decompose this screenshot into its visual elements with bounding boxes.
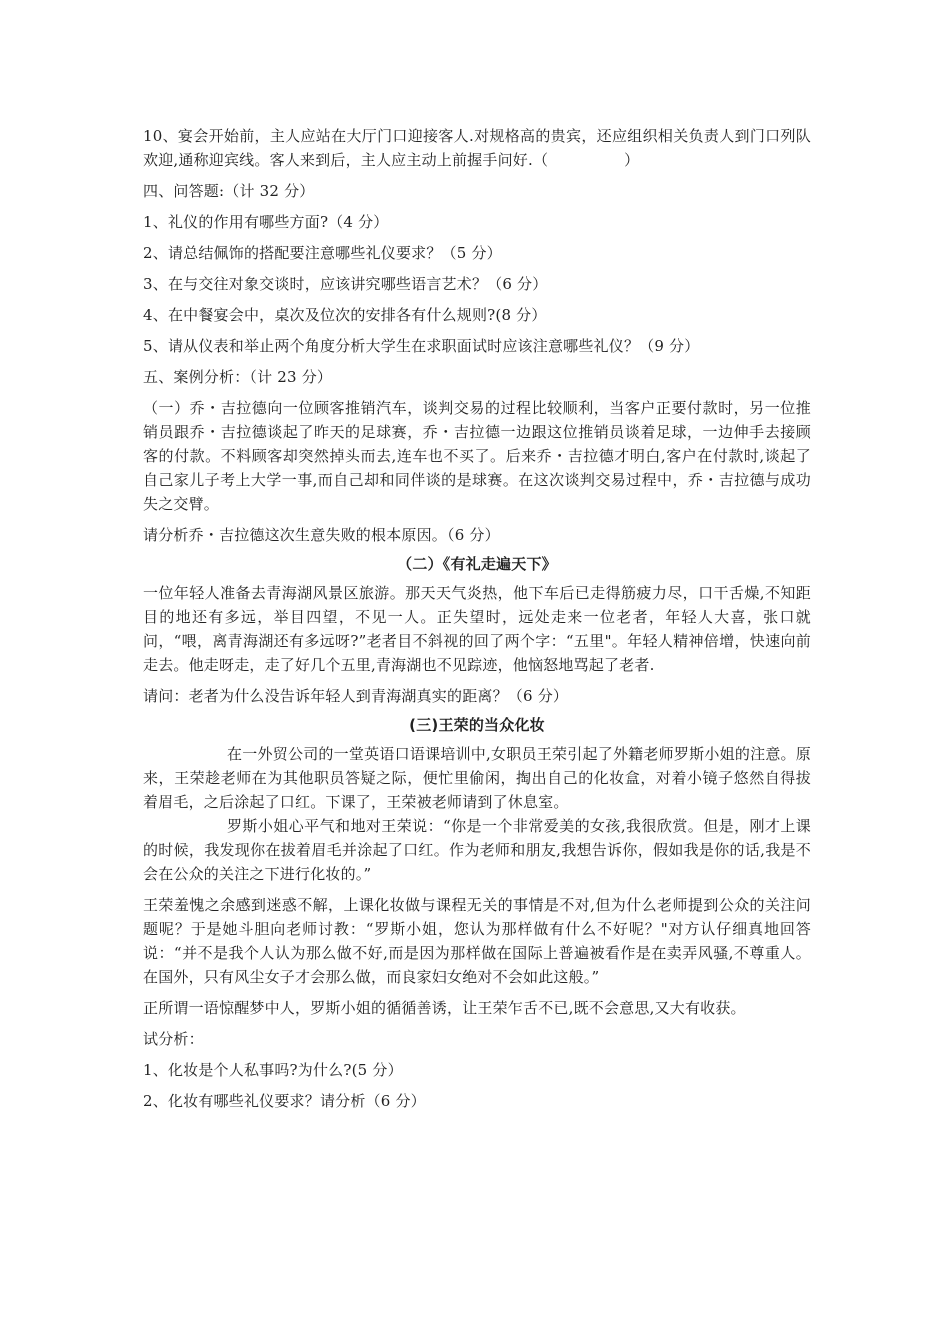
section-4-item-5: 5、请从仪表和举止两个角度分析大学生在求职面试时应该注意哪些礼仪？（9 分） [143,337,700,355]
case-3-paragraph-4: 正所谓一语惊醒梦中人，罗斯小姐的循循善诱，让王荣乍舌不已,既不会意思,又大有收获。 [143,999,746,1017]
case-3-paragraph-1: 在一外贸公司的一堂英语口语课培训中,女职员王荣引起了外籍老师罗斯小姐的注意。原来，王荣趁老师在为其他职员答疑之际，便忙里偷闲，掏出自己的化妆盒，对着小镜子悠然自得拔着眉毛，之后涂起了口红。下课了，王荣被老师请到了休息室。 [143,745,811,811]
section-4-item-1: 1、礼仪的作用有哪些方面?（4 分） [143,213,389,231]
section-5-heading: 五、案例分析：（计 23 分） [143,368,333,386]
section-4-heading: 四、问答题:（计 32 分） [143,182,315,200]
case-3-title: (三)王荣的当众化妆 [409,716,545,734]
case-3-paragraph-3: 王荣羞愧之余感到迷惑不解，上课化妆做与课程无关的事情是不对,但为什么老师提到公众的关注问题呢？于是她斗胆向老师讨教：“罗斯小姐，您认为那样做有什么不好呢？"对方认仔细真地回答说：“并不是我个人认为那么做不好,而是因为那样做在国际上普遍被看作是在卖弄风骚,不尊重人。在国外，只有风尘女子才会那么做，而良家妇女绝对不会如此这般。” [143,896,811,986]
case-1-body: （一）乔・吉拉德向一位顾客推销汽车，谈判交易的过程比较顺利，当客户正要付款时，另一位推销员跟乔・吉拉德谈起了昨天的足球赛，乔・吉拉德一边跟这位推销员谈着足球，一边伸手去接顾客的付款。不料顾客却突然掉头而去,连车也不买了。后来乔・吉拉德才明白,客户在付款时,谈起了自己家儿子考上大学一事,而自己却和同伴谈的是球赛。在这次谈判交易过程中，乔・吉拉德与成功失之交臂。 [143,399,811,513]
case-2-question: 请问：老者为什么没告诉年轻人到青海湖真实的距离？（6 分） [143,687,569,705]
case-3-question-1: 1、化妆是个人私事吗?为什么?(5 分） [143,1061,403,1079]
case-3-question-2: 2、化妆有哪些礼仪要求？请分析（6 分） [143,1092,426,1110]
case-2-body: 一位年轻人准备去青海湖风景区旅游。那天天气炎热，他下车后已走得筋疲力尽，口干舌燥,不知距目的地还有多远，举目四望，不见一人。正失望时，远处走来一位老者，年轻人大喜，张口就问，“喂，离青海湖还有多远呀?”老者目不斜视的回了两个字：“五里"。年轻人精神倍增，快速向前走去。他走呀走，走了好几个五里,青海湖也不见踪迹，他恼怒地骂起了老者. [143,584,811,674]
section-4-item-2: 2、请总结佩饰的搭配要注意哪些礼仪要求？（5 分） [143,244,502,262]
question-10: 10、宴会开始前，主人应站在大厅门口迎接客人.对规格高的贵宾，还应组织相关负责人到门口列队欢迎,通称迎宾线。客人来到后，主人应主动上前握手问好.（ ） [143,127,811,169]
case-3-paragraph-2: 罗斯小姐心平气和地对王荣说：“你是一个非常爱美的女孩,我很欣赏。但是，刚才上课的时候，我发现你在拔着眉毛并涂起了口红。作为老师和朋友,我想告诉你，假如我是你的话,我是不会在公众的关注之下进行化妆的。” [143,817,811,883]
case-2-title: （二）《有礼走遍天下》 [397,555,557,573]
section-4-item-3: 3、在与交往对象交谈时，应该讲究哪些语言艺术？（6 分） [143,275,548,293]
case-3-prompt: 试分析： [143,1030,204,1048]
case-1-question: 请分析乔・吉拉德这次生意失败的根本原因。（6 分） [143,526,500,544]
section-4-item-4: 4、在中餐宴会中，桌次及位次的安排各有什么规则?(8 分） [143,306,547,324]
document-page [143,124,811,1113]
